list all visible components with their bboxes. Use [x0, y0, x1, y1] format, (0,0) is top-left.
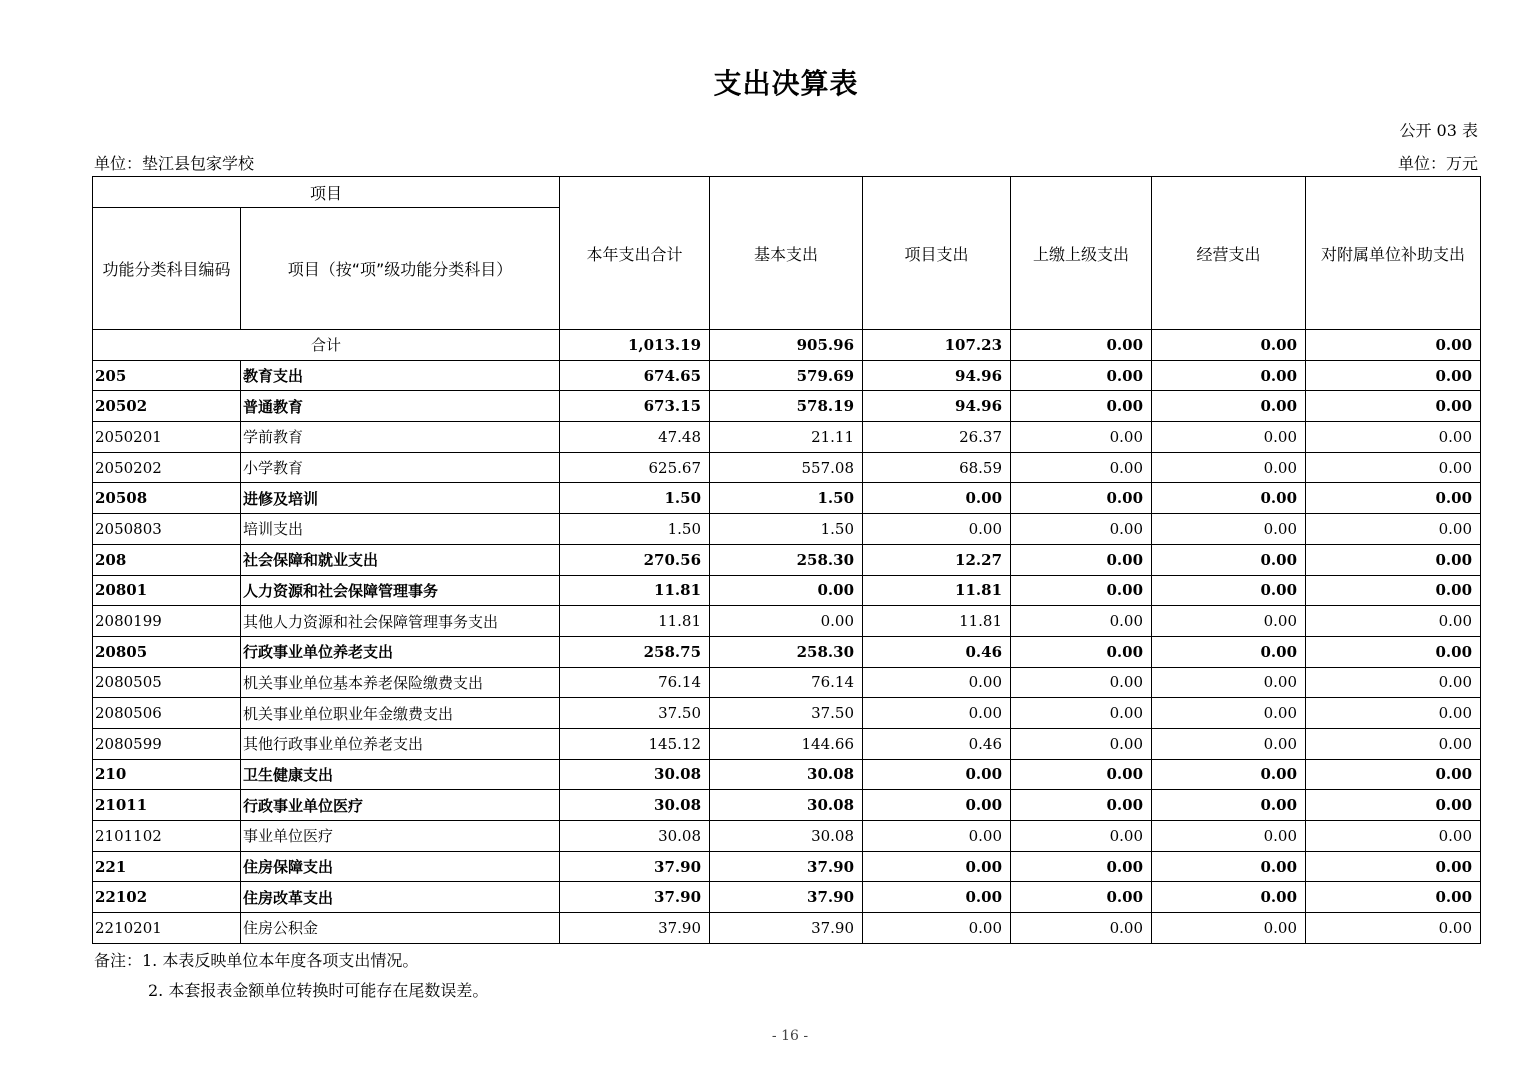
header-name: 项目（按“项”级功能分类科目） — [241, 208, 560, 330]
row-code: 2080506 — [93, 698, 241, 729]
row-value: 0.00 — [1152, 636, 1306, 667]
currency-unit: 单位：万元 — [1397, 154, 1478, 173]
row-value: 0.00 — [863, 821, 1011, 852]
header-project: 项目支出 — [863, 177, 1011, 330]
row-value: 0.00 — [1011, 575, 1152, 606]
row-value: 76.14 — [710, 667, 863, 698]
row-value: 0.00 — [1306, 851, 1481, 882]
row-value: 270.56 — [560, 544, 710, 575]
row-value: 258.30 — [710, 636, 863, 667]
expenditure-table — [92, 176, 1481, 944]
table-row — [93, 790, 1481, 821]
row-value: 37.90 — [560, 913, 710, 944]
row-code: 2210201 — [93, 913, 241, 944]
row-value: 0.00 — [1306, 698, 1481, 729]
row-value: 0.00 — [863, 667, 1011, 698]
row-name: 事业单位医疗 — [241, 821, 560, 852]
row-value: 0.00 — [1011, 452, 1152, 483]
row-value: 11.81 — [863, 575, 1011, 606]
row-value: 37.90 — [710, 913, 863, 944]
row-value: 1.50 — [560, 483, 710, 514]
row-value: 30.08 — [710, 821, 863, 852]
table-row — [93, 698, 1481, 729]
total-value: 0.00 — [1152, 330, 1306, 361]
total-value: 107.23 — [863, 330, 1011, 361]
row-value: 12.27 — [863, 544, 1011, 575]
table-row — [93, 821, 1481, 852]
row-value: 0.00 — [1152, 790, 1306, 821]
row-value: 0.00 — [1306, 483, 1481, 514]
row-value: 0.00 — [1011, 544, 1152, 575]
row-name: 机关事业单位职业年金缴费支出 — [241, 698, 560, 729]
row-value: 0.00 — [710, 606, 863, 637]
table-row — [93, 575, 1481, 606]
row-value: 0.00 — [863, 913, 1011, 944]
row-code: 2050202 — [93, 452, 241, 483]
row-name: 行政事业单位医疗 — [241, 790, 560, 821]
table-row — [93, 422, 1481, 453]
row-value: 30.08 — [710, 790, 863, 821]
row-value: 0.00 — [1011, 882, 1152, 913]
row-value: 1.50 — [710, 514, 863, 545]
row-value: 0.00 — [1011, 698, 1152, 729]
table-row — [93, 636, 1481, 667]
row-name: 其他行政事业单位养老支出 — [241, 728, 560, 759]
row-value: 0.00 — [1011, 514, 1152, 545]
table-row — [93, 759, 1481, 790]
row-value: 21.11 — [710, 422, 863, 453]
row-code: 2101102 — [93, 821, 241, 852]
row-value: 258.75 — [560, 636, 710, 667]
row-value: 37.90 — [560, 851, 710, 882]
row-value: 0.00 — [863, 698, 1011, 729]
row-value: 0.00 — [1306, 575, 1481, 606]
note-2: 2. 本套报表金额单位转换时可能存在尾数误差。 — [148, 981, 489, 1000]
header-basic: 基本支出 — [710, 177, 863, 330]
row-name: 住房改革支出 — [241, 882, 560, 913]
row-value: 0.00 — [1152, 483, 1306, 514]
row-value: 0.00 — [1011, 759, 1152, 790]
row-value: 673.15 — [560, 391, 710, 422]
row-value: 0.00 — [1306, 728, 1481, 759]
row-value: 0.00 — [1152, 391, 1306, 422]
row-code: 21011 — [93, 790, 241, 821]
page-number: - 16 - — [771, 1028, 809, 1044]
row-value: 0.00 — [1011, 636, 1152, 667]
row-value: 0.00 — [1306, 913, 1481, 944]
row-name: 住房公积金 — [241, 913, 560, 944]
row-value: 11.81 — [560, 606, 710, 637]
organization-unit: 单位：垫江县包家学校 — [94, 154, 255, 173]
page-title: 支出决算表 — [713, 67, 859, 100]
table-row — [93, 391, 1481, 422]
total-label: 合计 — [93, 330, 560, 361]
total-row — [93, 330, 1481, 361]
table-row — [93, 667, 1481, 698]
row-value: 625.67 — [560, 452, 710, 483]
row-value: 0.00 — [1152, 728, 1306, 759]
row-code: 2080505 — [93, 667, 241, 698]
total-value: 0.00 — [1306, 330, 1481, 361]
row-value: 145.12 — [560, 728, 710, 759]
row-value: 47.48 — [560, 422, 710, 453]
row-value: 0.00 — [1011, 790, 1152, 821]
row-value: 0.46 — [863, 636, 1011, 667]
table-body — [93, 330, 1481, 944]
row-value: 557.08 — [710, 452, 863, 483]
row-value: 578.19 — [710, 391, 863, 422]
row-value: 0.00 — [1011, 821, 1152, 852]
row-value: 0.00 — [1306, 667, 1481, 698]
header-business: 经营支出 — [1152, 177, 1306, 330]
row-name: 普通教育 — [241, 391, 560, 422]
row-name: 行政事业单位养老支出 — [241, 636, 560, 667]
row-value: 0.00 — [1306, 514, 1481, 545]
row-value: 0.00 — [863, 483, 1011, 514]
row-value: 0.00 — [1306, 636, 1481, 667]
row-value: 37.90 — [710, 851, 863, 882]
table-row — [93, 483, 1481, 514]
row-value: 76.14 — [560, 667, 710, 698]
total-value: 905.96 — [710, 330, 863, 361]
row-value: 0.00 — [1152, 606, 1306, 637]
row-value: 1.50 — [560, 514, 710, 545]
table-row — [93, 514, 1481, 545]
row-name: 卫生健康支出 — [241, 759, 560, 790]
note-1: 备注：1. 本表反映单位本年度各项支出情况。 — [94, 951, 419, 970]
row-code: 22102 — [93, 882, 241, 913]
row-value: 0.00 — [1306, 790, 1481, 821]
row-value: 1.50 — [710, 483, 863, 514]
row-value: 68.59 — [863, 452, 1011, 483]
table-row — [93, 913, 1481, 944]
row-value: 0.00 — [1152, 821, 1306, 852]
row-value: 0.00 — [1306, 606, 1481, 637]
row-value: 0.00 — [1152, 452, 1306, 483]
row-value: 30.08 — [710, 759, 863, 790]
row-value: 0.46 — [863, 728, 1011, 759]
row-name: 教育支出 — [241, 360, 560, 391]
row-value: 0.00 — [1306, 759, 1481, 790]
row-code: 20502 — [93, 391, 241, 422]
row-name: 培训支出 — [241, 514, 560, 545]
row-value: 0.00 — [1306, 821, 1481, 852]
row-code: 2080599 — [93, 728, 241, 759]
header-upper: 上缴上级支出 — [1011, 177, 1152, 330]
row-value: 0.00 — [1152, 514, 1306, 545]
table-row — [93, 851, 1481, 882]
row-value: 0.00 — [1152, 575, 1306, 606]
table-number: 公开 03 表 — [1399, 121, 1478, 140]
row-name: 住房保障支出 — [241, 851, 560, 882]
row-value: 37.90 — [560, 882, 710, 913]
header-subsidy: 对附属单位补助支出 — [1306, 177, 1481, 330]
row-value: 0.00 — [1152, 759, 1306, 790]
row-value: 579.69 — [710, 360, 863, 391]
row-value: 0.00 — [1152, 422, 1306, 453]
row-value: 0.00 — [1011, 483, 1152, 514]
row-value: 30.08 — [560, 759, 710, 790]
header-item-group: 项目 — [93, 177, 560, 208]
row-value: 0.00 — [1152, 544, 1306, 575]
row-value: 94.96 — [863, 360, 1011, 391]
row-name: 人力资源和社会保障管理事务 — [241, 575, 560, 606]
row-code: 208 — [93, 544, 241, 575]
row-value: 258.30 — [710, 544, 863, 575]
table-row — [93, 728, 1481, 759]
row-value: 0.00 — [1152, 851, 1306, 882]
row-value: 0.00 — [1152, 913, 1306, 944]
header-total: 本年支出合计 — [560, 177, 710, 330]
row-value: 0.00 — [1011, 851, 1152, 882]
row-value: 0.00 — [1152, 360, 1306, 391]
row-code: 2050803 — [93, 514, 241, 545]
row-name: 其他人力资源和社会保障管理事务支出 — [241, 606, 560, 637]
row-value: 0.00 — [1152, 667, 1306, 698]
row-value: 0.00 — [1306, 544, 1481, 575]
row-value: 0.00 — [1306, 360, 1481, 391]
row-value: 674.65 — [560, 360, 710, 391]
row-name: 进修及培训 — [241, 483, 560, 514]
row-code: 20508 — [93, 483, 241, 514]
row-value: 0.00 — [1011, 422, 1152, 453]
row-value: 0.00 — [863, 790, 1011, 821]
row-value: 37.50 — [560, 698, 710, 729]
row-value: 0.00 — [1152, 882, 1306, 913]
table-row — [93, 452, 1481, 483]
total-value: 1,013.19 — [560, 330, 710, 361]
row-value: 0.00 — [1152, 698, 1306, 729]
table-row — [93, 606, 1481, 637]
row-code: 2080199 — [93, 606, 241, 637]
row-value: 0.00 — [1011, 360, 1152, 391]
row-name: 机关事业单位基本养老保险缴费支出 — [241, 667, 560, 698]
table-row — [93, 360, 1481, 391]
row-name: 社会保障和就业支出 — [241, 544, 560, 575]
row-value: 0.00 — [1306, 391, 1481, 422]
row-value: 0.00 — [1306, 882, 1481, 913]
row-value: 0.00 — [863, 514, 1011, 545]
row-value: 30.08 — [560, 821, 710, 852]
row-code: 20801 — [93, 575, 241, 606]
table-row — [93, 544, 1481, 575]
row-value: 94.96 — [863, 391, 1011, 422]
row-value: 0.00 — [1306, 452, 1481, 483]
header-code: 功能分类科目编码 — [93, 208, 241, 330]
row-code: 205 — [93, 360, 241, 391]
row-name: 学前教育 — [241, 422, 560, 453]
row-value: 144.66 — [710, 728, 863, 759]
row-value: 37.90 — [710, 882, 863, 913]
row-value: 0.00 — [863, 882, 1011, 913]
row-value: 11.81 — [560, 575, 710, 606]
row-value: 0.00 — [1011, 913, 1152, 944]
row-value: 0.00 — [863, 759, 1011, 790]
total-value: 0.00 — [1011, 330, 1152, 361]
row-value: 30.08 — [560, 790, 710, 821]
row-value: 0.00 — [1011, 728, 1152, 759]
row-value: 11.81 — [863, 606, 1011, 637]
row-value: 26.37 — [863, 422, 1011, 453]
row-code: 20805 — [93, 636, 241, 667]
row-code: 221 — [93, 851, 241, 882]
row-value: 0.00 — [863, 851, 1011, 882]
row-name: 小学教育 — [241, 452, 560, 483]
row-value: 0.00 — [1011, 667, 1152, 698]
row-value: 0.00 — [1011, 391, 1152, 422]
table-row — [93, 882, 1481, 913]
row-value: 37.50 — [710, 698, 863, 729]
row-value: 0.00 — [1011, 606, 1152, 637]
row-value: 0.00 — [710, 575, 863, 606]
row-value: 0.00 — [1306, 422, 1481, 453]
row-code: 210 — [93, 759, 241, 790]
row-code: 2050201 — [93, 422, 241, 453]
